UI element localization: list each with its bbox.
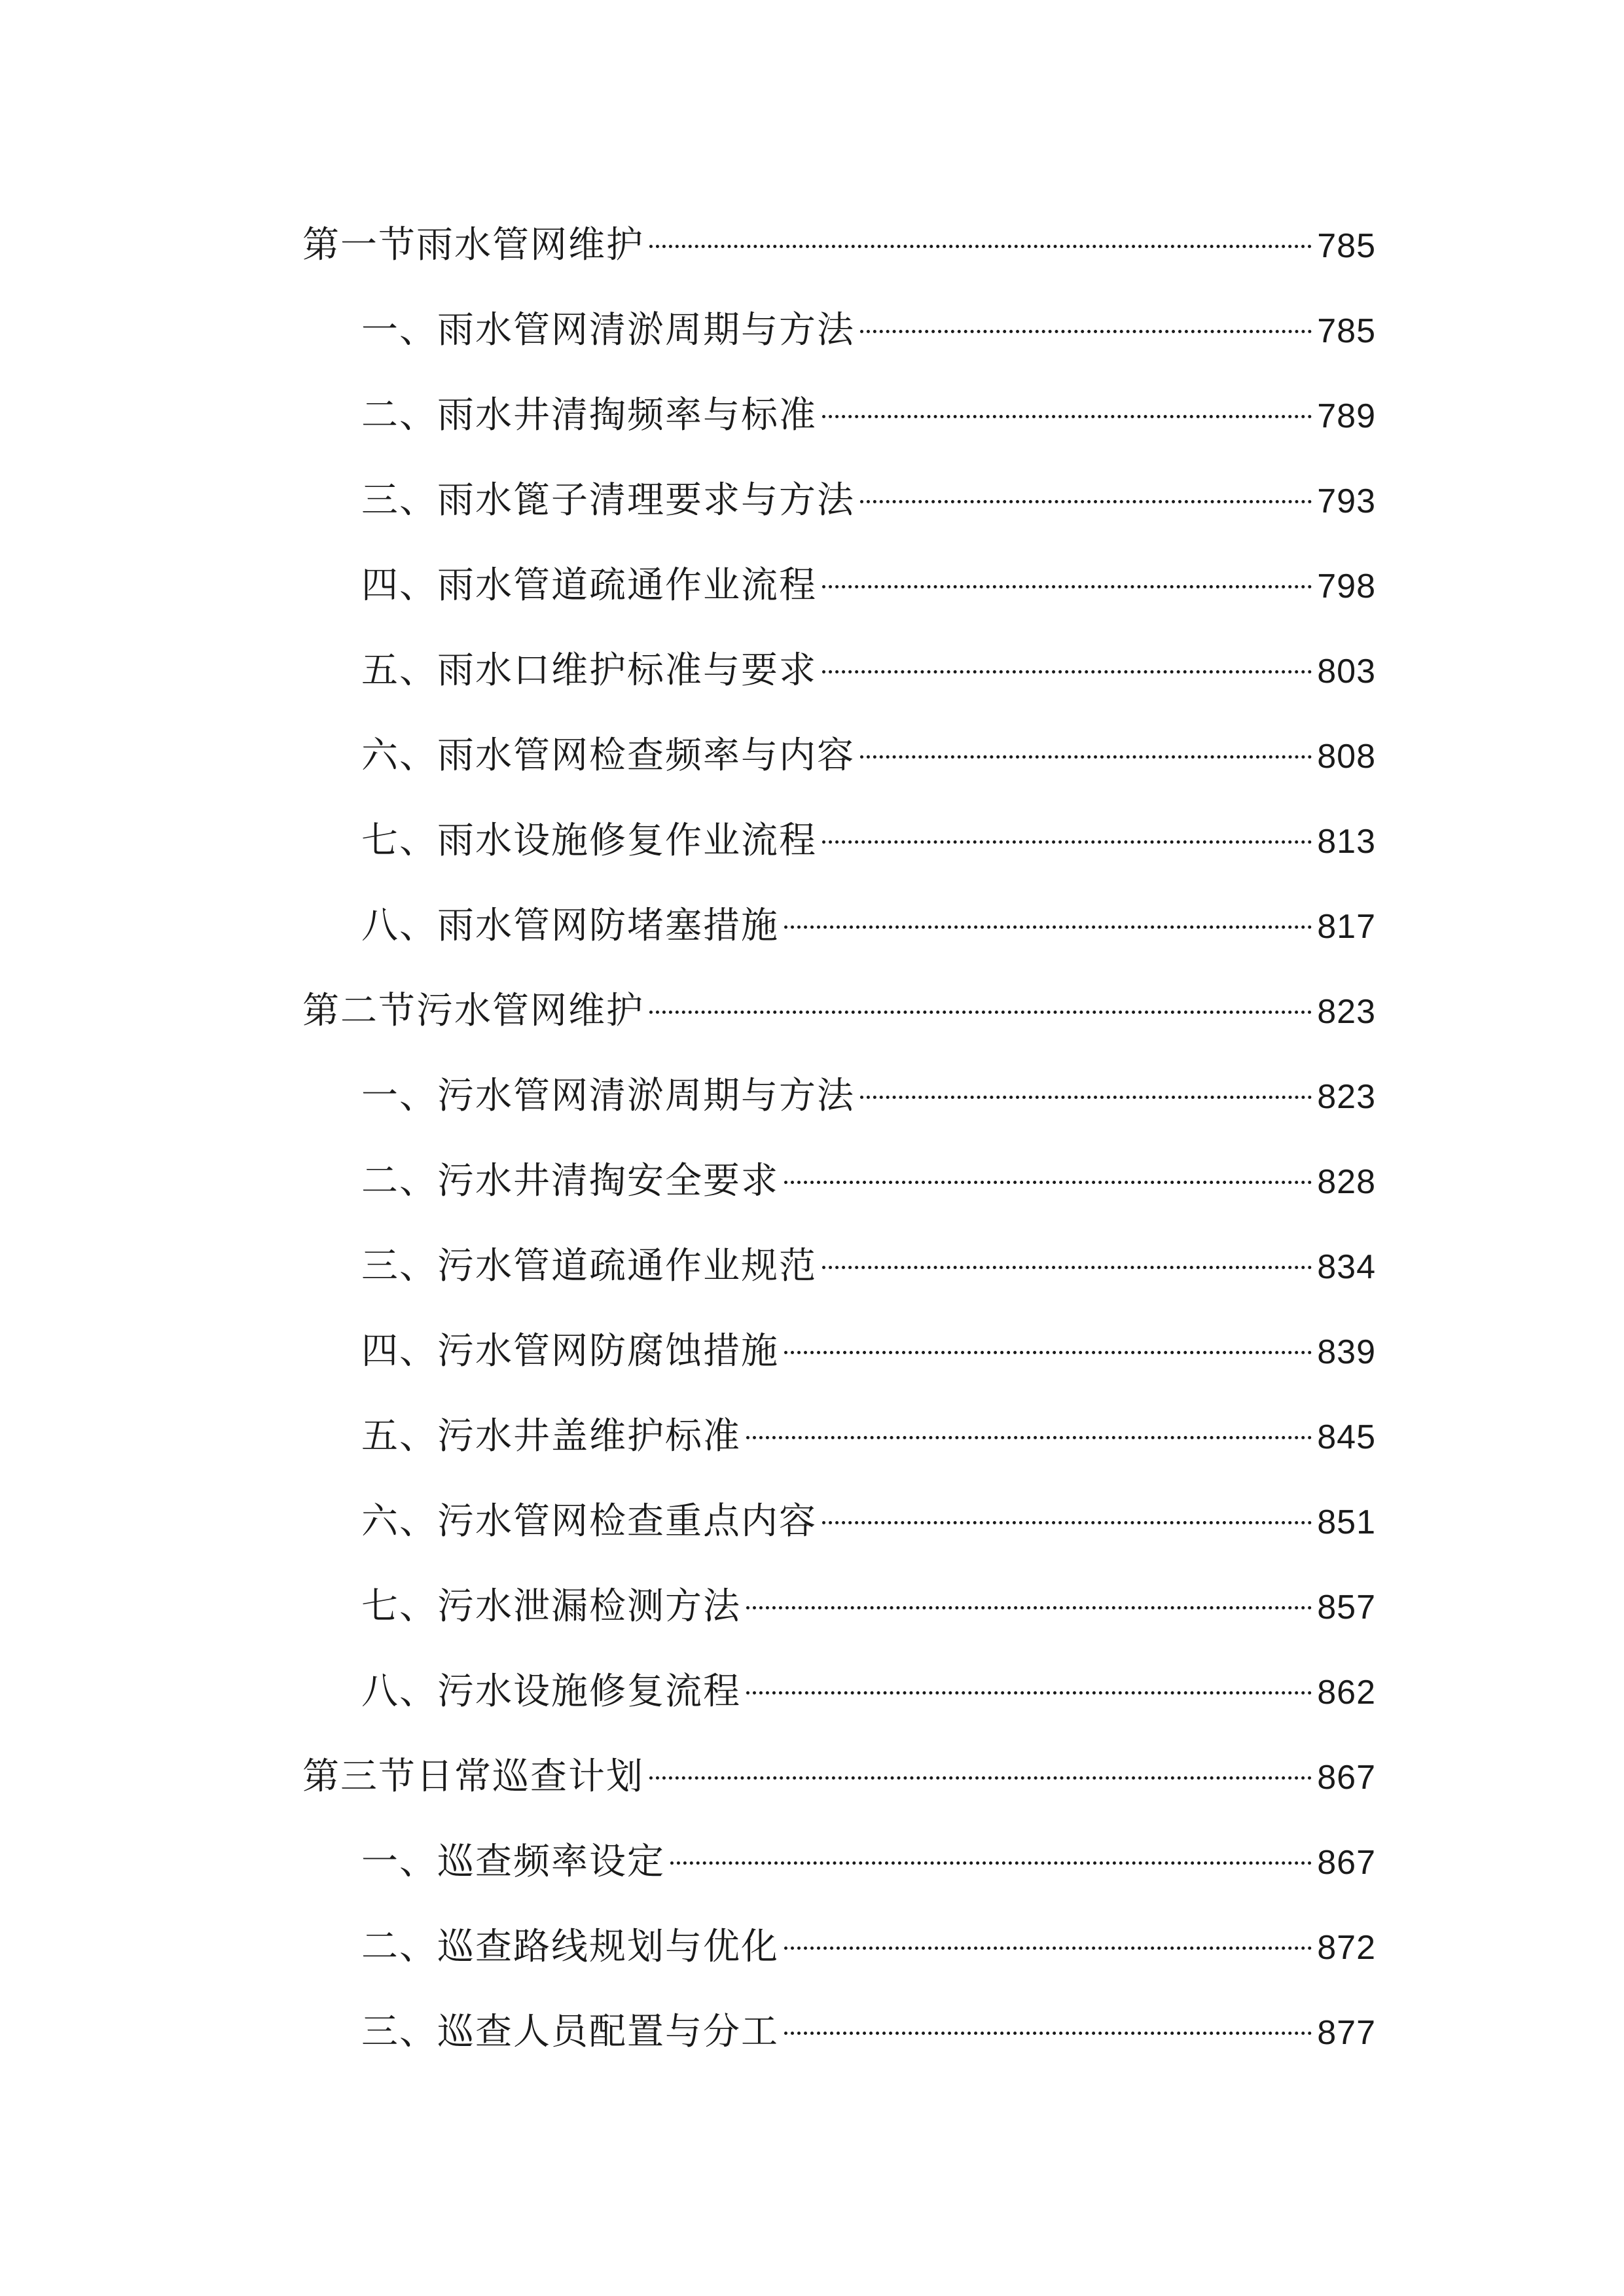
toc-entry-page: 803: [1317, 653, 1376, 691]
dot-leader: [822, 585, 1312, 588]
toc-entry-page: 785: [1317, 227, 1376, 265]
toc-entry-page: 823: [1317, 993, 1376, 1031]
dot-leader: [746, 1436, 1312, 1439]
toc-entry-page: 839: [1317, 1333, 1376, 1371]
toc-entry-page: 789: [1317, 397, 1376, 435]
toc-entry[interactable]: [302, 1820, 1376, 1905]
toc-entry-page: 867: [1317, 1844, 1376, 1882]
toc-entry-page: 808: [1317, 738, 1376, 776]
toc-entry-page: 813: [1317, 823, 1376, 861]
toc-entry-section-2[interactable]: [302, 969, 1376, 1054]
toc-entry[interactable]: [302, 1309, 1376, 1394]
toc-entry[interactable]: [302, 628, 1376, 713]
toc-entry-page: 785: [1317, 312, 1376, 350]
toc-entry[interactable]: [302, 1649, 1376, 1734]
table-of-contents: [302, 203, 1376, 2075]
toc-entry-page: 851: [1317, 1503, 1376, 1541]
toc-entry-title: 三、巡查人员配置与分工: [361, 2011, 779, 2053]
dot-leader: [784, 1181, 1312, 1184]
toc-entry-title: 二、雨水井清掏频率与标准: [361, 394, 817, 437]
toc-entry-page: 857: [1317, 1588, 1376, 1626]
toc-entry[interactable]: [302, 1394, 1376, 1479]
toc-entry-page: 845: [1317, 1418, 1376, 1456]
toc-entry-page: 828: [1317, 1163, 1376, 1201]
toc-entry[interactable]: [302, 1139, 1376, 1224]
toc-entry-page: 872: [1317, 1929, 1376, 1967]
dot-leader: [822, 1521, 1312, 1524]
toc-entry-title: 五、污水井盖维护标准: [361, 1415, 741, 1458]
toc-entry-page: 877: [1317, 2014, 1376, 2052]
dot-leader: [784, 1946, 1312, 1950]
toc-entry-page: 867: [1317, 1759, 1376, 1797]
toc-entry-title: 三、污水管道疏通作业规范: [361, 1245, 817, 1287]
toc-entry[interactable]: [302, 543, 1376, 628]
toc-entry[interactable]: [302, 1479, 1376, 1564]
toc-entry-title: 八、污水设施修复流程: [361, 1670, 741, 1713]
toc-entry-title: 第三节日常巡查计划: [302, 1755, 644, 1798]
toc-entry-section-1[interactable]: [302, 203, 1376, 288]
dot-leader: [860, 1096, 1312, 1099]
toc-entry-page: 823: [1317, 1078, 1376, 1116]
toc-entry[interactable]: [302, 1905, 1376, 1990]
dot-leader: [822, 415, 1312, 418]
toc-entry-title: 七、污水泄漏检测方法: [361, 1585, 741, 1628]
toc-entry[interactable]: [302, 713, 1376, 798]
dot-leader: [822, 1266, 1312, 1269]
toc-entry-title: 第二节污水管网维护: [302, 990, 644, 1032]
dot-leader: [746, 1606, 1312, 1609]
dot-leader: [784, 925, 1312, 929]
toc-entry[interactable]: [302, 1224, 1376, 1309]
dot-leader: [860, 330, 1312, 333]
toc-entry-title: 一、污水管网清淤周期与方法: [361, 1075, 855, 1117]
dot-leader: [822, 840, 1312, 844]
toc-entry[interactable]: [302, 798, 1376, 884]
toc-entry-title: 四、雨水管道疏通作业流程: [361, 564, 817, 607]
dot-leader: [860, 500, 1312, 503]
toc-entry[interactable]: [302, 1054, 1376, 1139]
dot-leader: [649, 245, 1312, 248]
toc-entry-title: 六、污水管网检查重点内容: [361, 1500, 817, 1543]
toc-entry[interactable]: [302, 458, 1376, 543]
toc-entry-title: 三、雨水篦子清理要求与方法: [361, 479, 855, 522]
dot-leader: [670, 1861, 1312, 1865]
toc-entry[interactable]: [302, 288, 1376, 373]
toc-entry-title: 一、巡查频率设定: [361, 1840, 665, 1883]
toc-entry-title: 七、雨水设施修复作业流程: [361, 819, 817, 862]
toc-entry-page: 793: [1317, 482, 1376, 520]
toc-entry[interactable]: [302, 884, 1376, 969]
toc-entry-section-3[interactable]: [302, 1734, 1376, 1820]
dot-leader: [746, 1691, 1312, 1695]
toc-entry-title: 二、污水井清掏安全要求: [361, 1160, 779, 1202]
toc-entry-title: 一、雨水管网清淤周期与方法: [361, 309, 855, 351]
dot-leader: [784, 2032, 1312, 2035]
dot-leader: [649, 1776, 1312, 1780]
toc-entry-page: 862: [1317, 1674, 1376, 1712]
toc-entry-title: 八、雨水管网防堵塞措施: [361, 905, 779, 947]
dot-leader: [784, 1351, 1312, 1354]
toc-entry-title: 二、巡查路线规划与优化: [361, 1926, 779, 1968]
toc-entry-title: 六、雨水管网检查频率与内容: [361, 734, 855, 777]
dot-leader: [649, 1011, 1312, 1014]
toc-entry-title: 四、污水管网防腐蚀措施: [361, 1330, 779, 1372]
toc-entry-page: 834: [1317, 1248, 1376, 1286]
toc-entry-page: 817: [1317, 908, 1376, 946]
dot-leader: [860, 755, 1312, 759]
toc-entry[interactable]: [302, 373, 1376, 458]
toc-entry[interactable]: [302, 1564, 1376, 1649]
toc-entry-title: 第一节雨水管网维护: [302, 224, 644, 266]
toc-entry-title: 五、雨水口维护标准与要求: [361, 649, 817, 692]
toc-entry[interactable]: [302, 1990, 1376, 2075]
toc-entry-page: 798: [1317, 567, 1376, 605]
dot-leader: [822, 670, 1312, 673]
